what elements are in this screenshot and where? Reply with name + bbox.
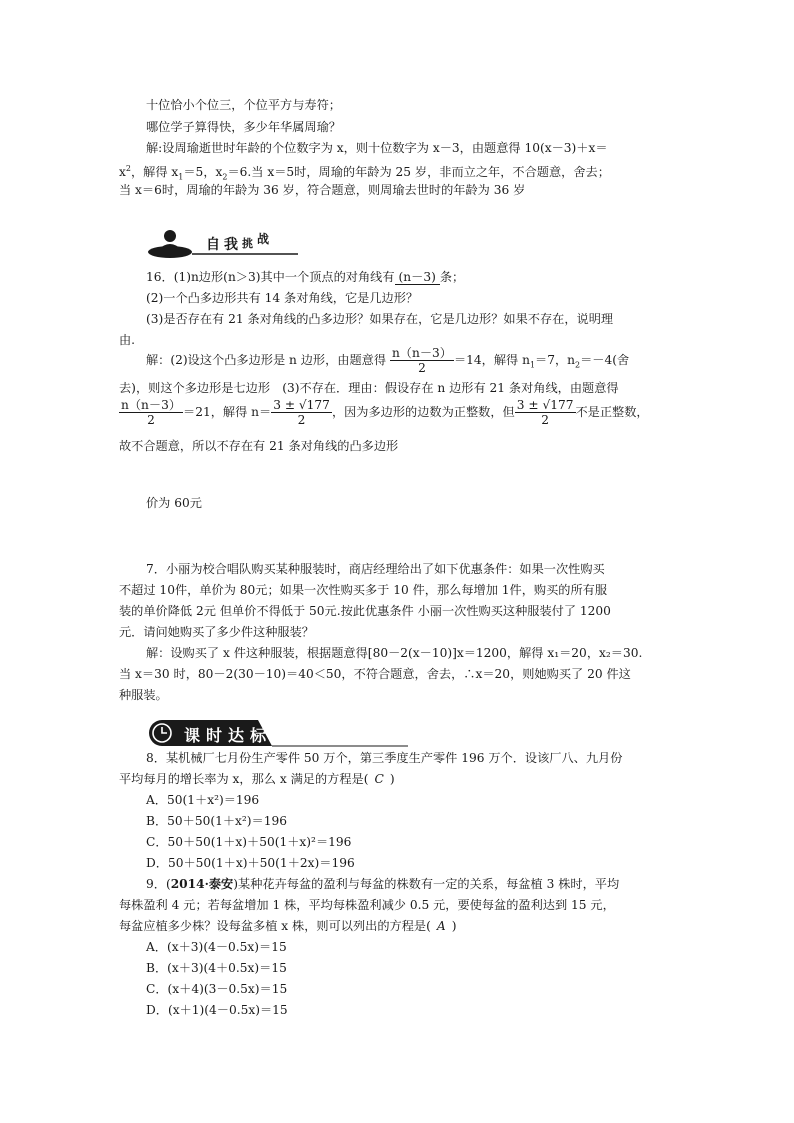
banner1-char-2: 我 xyxy=(224,237,242,253)
q16-sol-line-4: 故不合题意，所以不存在有 21 条对角线的凸多边形 xyxy=(119,439,399,453)
q7-line-2: 不超过 10件，单价为 80元；如果一次性购买多于 10 件，那么每增加 1件，购买的所有服 xyxy=(119,583,608,597)
fraction: $\frac{n(n-3)}{2}$ xyxy=(121,398,182,427)
self-challenge-banner xyxy=(148,228,318,258)
poem-line-2: 哪位学子算得快，多少年华属周瑜？ xyxy=(146,120,341,134)
q16-line-3: (3)是否存在有 21 条对角线的凸多边形？如果存在，它是几边形？如果不存在，说明理 xyxy=(146,312,614,326)
q7-line-1: 7．小丽为校合唱队购买某种服装时，商店经理给出了如下优惠条件：如果一次性购买 xyxy=(146,562,605,576)
q9-line-3: 每盆应植多少株？设每盆多植 x 株，则可以列出的方程是( A ) xyxy=(119,919,457,933)
q16-line-4: 由. xyxy=(119,333,136,347)
q8-option-d: D．50＋50(1＋x)＋50(1＋2x)＝196 xyxy=(146,856,355,870)
q8-line-2: 平均每月的增长率为 x，那么 x 满足的方程是( C ) xyxy=(119,772,395,786)
q8-option-b: B．50＋50(1＋x²)＝196 xyxy=(146,814,288,828)
q9-option-b: B．(x＋3)(4＋0.5x)＝15 xyxy=(146,961,287,975)
q16-answer: (n－3) xyxy=(395,270,440,285)
q7-sol-line-1: 解：设购买了 x 件这种服装，根据题意得[80－2(x－10)]x＝1200，解得 x₁＝20，x₂＝30. xyxy=(146,646,643,660)
q7-sol-line-2: 当 x＝30 时，80－2(30－10)＝40＜50，不符合题意，舍去，∴x＝20，则她购买了 20 件这 xyxy=(119,667,631,681)
q8-line-1: 8．某机械厂七月份生产零件 50 万个，第三季度生产零件 196 万个．设该厂八、九月份 xyxy=(146,751,623,765)
solution15-line-2: $x^2$，解得 $x_1=5$，$x_2=6$.当 x＝5时，周瑜的年龄为 25 岁，非而立之年，不合题意，舍去； xyxy=(119,164,610,182)
q9-source: 2014·泰安 xyxy=(170,877,234,891)
fraction: $\frac{n(n-3)}{2}$ xyxy=(391,346,452,375)
q9-answer: A xyxy=(436,919,446,933)
q16-sol-line-1: 解：(2)设这个凸多边形是 n 边形，由题意得 $\frac{n(n-3)}{2}$ ＝14，解得 $n_1=7$，$n_2=-4$(舍 xyxy=(146,346,630,375)
q9-line-2: 每株盈利 4 元；若每盆增加 1 株，平均每株盈利减少 0.5 元，要使每盆的盈利达到 15 元， xyxy=(119,898,615,912)
q9-option-d: D．(x＋1)(4－0.5x)＝15 xyxy=(146,1003,288,1017)
q9-option-c: C．(x＋4)(3－0.5x)＝15 xyxy=(146,982,288,996)
q7-line-3: 装的单价降低 2元 但单价不得低于 50元.按此优惠条件 小丽一次性购买这种服装付了 1200 xyxy=(119,604,611,618)
q16-sol-line-2: 去)，则这个多边形是七边形 (3)不存在．理由：假设存在 n 边形有 21 条对角线，由题意得 xyxy=(119,381,619,395)
q9-line-1: 9．(2014·泰安)某种花卉每盆的盈利与每盆的株数有一定的关系，每盆植 3 株时，平均 xyxy=(146,877,620,891)
q16-sol-line-3: $\frac{n(n-3)}{2}$ ＝21，解得 n＝ $\frac{3 \pm √177}{2}$ ，因为多边形的边数为正整数，但 $\frac{3 \pm √177}{2}$ 不是正整数， xyxy=(121,398,649,427)
q7-sol-line-3: 种服装。 xyxy=(119,688,168,702)
poem-line-1: 十位恰小个位三，个位平方与寿符； xyxy=(146,98,341,112)
banner1-char-1: 自 xyxy=(206,237,224,253)
q7-line-4: 元．请问她购买了多少件这种服装？ xyxy=(119,625,314,639)
fraction-sqrt: $\frac{3 \pm √177}{2}$ xyxy=(273,398,330,427)
q8-option-c: C．50＋50(1＋x)＋50(1＋x)²＝196 xyxy=(146,835,352,849)
q9-option-a: A．(x＋3)(4－0.5x)＝15 xyxy=(146,940,287,954)
q8-answer: C xyxy=(374,772,384,786)
solution15-line-1: 解:设周瑜逝世时年龄的个位数字为 x，则十位数字为 x－3，由题意得 10(x－3)＋x＝ xyxy=(146,141,608,155)
q8-option-a: A．50(1＋x²)＝196 xyxy=(146,793,260,807)
q16-line-2: (2)一个凸多边形共有 14 条对角线，它是几边形？ xyxy=(146,291,419,305)
price-line: 价为 60元 xyxy=(146,496,202,510)
lesson-target-banner xyxy=(148,718,408,748)
banner1-char-3: 挑 xyxy=(242,237,257,250)
fraction-sqrt: $\frac{3 \pm √177}{2}$ xyxy=(516,398,574,427)
banner1-char-4: 战 xyxy=(257,232,274,246)
banner2-title: 课时达标 xyxy=(184,726,273,745)
q16-line-1: 16．(1)n边形(n＞3)其中一个顶点的对角线有 (n－3) 条； xyxy=(146,270,465,284)
solution15-line-3: 当 x＝6时，周瑜的年龄为 36 岁，符合题意，则周瑜去世时的年龄为 36 岁 xyxy=(119,183,526,197)
